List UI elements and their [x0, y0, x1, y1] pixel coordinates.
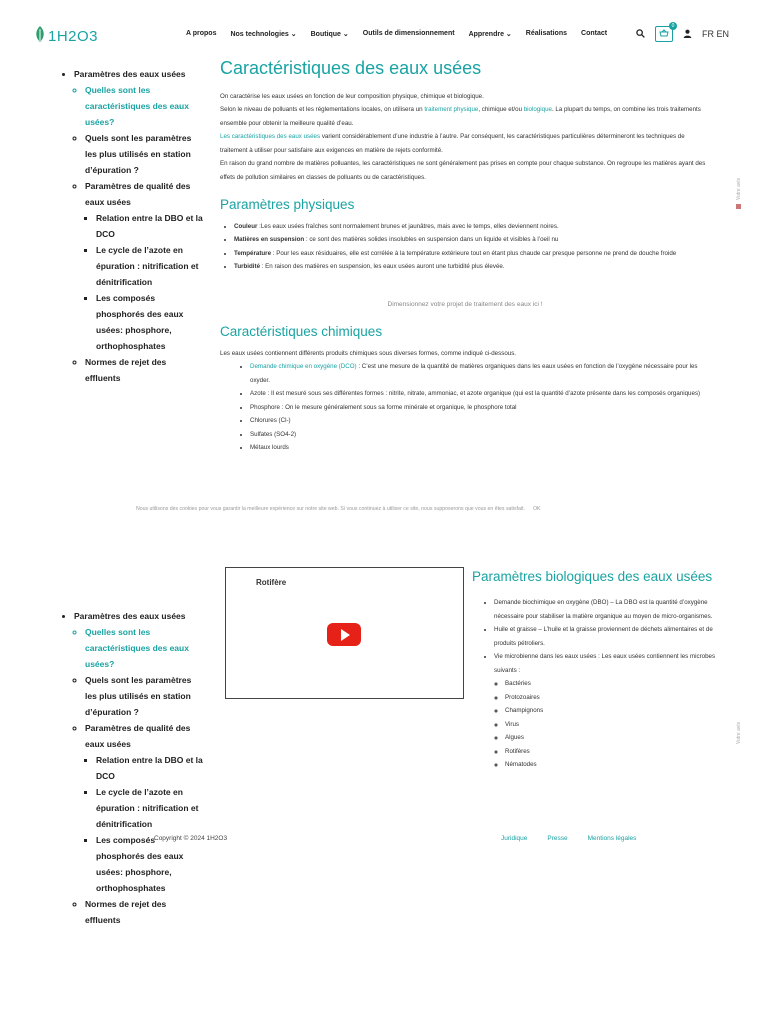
header-actions: [636, 23, 729, 42]
list-item: ◦ Bactéries: [505, 677, 717, 691]
user-icon[interactable]: [683, 29, 692, 40]
video-title: Rotifère: [256, 578, 287, 587]
list-item: ◦ Algues: [505, 731, 717, 745]
footer-link-presse[interactable]: Presse: [547, 835, 568, 842]
basket-icon: [659, 29, 669, 39]
list-item: • Demande chimique en oxygène (DCO) : C’est une mesure de la quantité de matières organiques dans les eaux usées en fonction de l’oxygène nécessaire pour les oxyder.: [250, 360, 710, 387]
physique-list: [220, 220, 710, 274]
paragraph: En raison du grand nombre de matières polluantes, les caractéristiques ne sont généralement pas prises en compte pour chaque substance. On regroupe les matières ayant des effets de pollution similaires en classes de polluants ou de caractéristiques.: [220, 160, 706, 181]
page-title: Caractéristiques des eaux usées: [220, 58, 482, 78]
paragraph: Les caractéristiques des eaux usées varient considérablement d’une industrie à l’autre. Par conséquent, les caractéristiques particulières détermineront les techniques de traitement à utiliser pour satisfaire aux exigences en matière de rejets conformité.: [220, 133, 685, 154]
sizing-callout-link[interactable]: Dimensionnez votre projet de traitement des eaux ici !: [387, 300, 543, 308]
list-item: • Sulfates (SO4-2): [250, 428, 710, 442]
list-item: • Vie microbienne dans les eaux usées : Les eaux usées contiennent les microbes suivants : ◦ Bactéries ◦ Protozoaires ◦ Champignons ◦ Virus ◦ Algues ◦ Rotifères ◦ Nématodes: [494, 650, 717, 772]
language-switcher[interactable]: FR EN: [702, 29, 729, 39]
link-dco[interactable]: Demande chimique en oxygène (DCO): [250, 363, 357, 370]
copyright: Copyright © 2024 1H2O3: [154, 835, 228, 842]
link-traitement-physique[interactable]: traitement physique: [424, 106, 479, 113]
microbes-list: [494, 677, 717, 772]
toc-item[interactable]: ▪ Les composés phosphorés des eaux usées: phosphore, orthophosphates: [96, 290, 203, 354]
toc-item[interactable]: ◦ Normes de rejet des effluents: [85, 354, 203, 386]
list-item: • Chlorures (Cl-): [250, 414, 710, 428]
feedback-label: Votre avis: [736, 722, 742, 744]
list-item: • Huile et graisse – L’huile et la graisse proviennent de déchets alimentaires et de produits pétroliers.: [494, 623, 717, 650]
chimique-list: [220, 360, 710, 455]
play-button-icon[interactable]: [327, 623, 361, 646]
toc-item-active[interactable]: ◦ Quelles sont les caractéristiques des eaux usées?: [85, 624, 203, 672]
link-biologique[interactable]: biologique: [523, 106, 552, 113]
nav-contact[interactable]: Contact: [581, 30, 608, 37]
list-item: ◦ Nématodes: [505, 758, 717, 772]
toc-item[interactable]: ◦ Quels sont les paramètres les plus utilisés en station d’épuration ?: [85, 672, 203, 720]
nav-boutique[interactable]: Boutique ⌄: [310, 31, 349, 38]
toc-item[interactable]: ▪ Le cycle de l’azote en épuration : nitrification et dénitrification: [96, 242, 203, 290]
toc-item[interactable]: ◦ Quels sont les paramètres les plus utilisés en station d’épuration ?: [85, 130, 203, 178]
list-item: • Température : Pour les eaux résiduaires, elle est corrélée à la température extérieure tout en étant plus chaude car presque personne ne prend de douche froide: [234, 247, 710, 261]
list-item: • Azote : Il est mesuré sous ses différentes formes : nitrite, nitrate, ammoniac, et azote organique (qui est la quantité d’azote présente dans les composés organiques): [250, 387, 710, 401]
toc-item[interactable]: • Paramètres des eaux usées ◦ Quelles sont les caractéristiques des eaux usées? ◦ Quels sont les paramètres les plus utilisés en station d’épuration ? ◦ Paramètres de qualité des eaux usées ▪ Relation entre la DBO et la DCO ▪ Le cycle de l’azote en épuration : nitrification et dénitrification ▪ Les composés phosphorés des eaux usées: phosphore, orthophosphates ◦ Normes de rejet des effluents: [74, 608, 203, 928]
toc-item-active[interactable]: ◦ Quelles sont les caractéristiques des eaux usées?: [85, 82, 203, 130]
paragraph: Selon le niveau de polluants et les réglementations locales, on utilisera un traitement physique, chimique et/ou biologique. La plupart du temps, on combine les trois traitements ensemble pour obtenir la meilleure qualité d’eau.: [220, 106, 701, 127]
footer-link-mentions[interactable]: Mentions légales: [587, 835, 637, 842]
list-item: • Matières en suspension : ce sont des matières solides insolubles en suspension dans un liquide et visibles à l’oeil nu: [234, 233, 710, 247]
feedback-label: Votre avis: [736, 178, 742, 200]
link-caracteristiques[interactable]: Les caractéristiques des eaux usées: [220, 133, 321, 140]
toc-item[interactable]: ◦ Paramètres de qualité des eaux usées ▪ Relation entre la DBO et la DCO ▪ Le cycle de l’azote en épuration : nitrification et dénitrification ▪ Les composés phosphorés des eaux usées: phosphore, orthophosphates: [85, 178, 203, 354]
nav-a-propos[interactable]: A propos: [186, 30, 217, 37]
list-item: • Métaux lourds: [250, 441, 710, 455]
toc-item[interactable]: ◦ Paramètres de qualité des eaux usées ▪ Relation entre la DBO et la DCO ▪ Le cycle de l’azote en épuration : nitrification et dénitrification ▪ Les composés phosphorés des eaux usées: phosphore, orthophosphates: [85, 720, 203, 896]
list-item: • Demande biochimique en oxygène (DBO) – La DBO est la quantité d’oxygène nécessaire pour stabiliser la matière organique au moyen de micro-organismes.: [494, 596, 717, 623]
feedback-tab[interactable]: [736, 178, 742, 209]
list-item: • Phosphore : On le mesure généralement sous sa forme minérale et organique, le phosphore total: [250, 401, 710, 415]
search-icon[interactable]: [636, 29, 645, 40]
cookie-text: Nous utilisons des cookies pour vous garantir la meilleure expérience sur notre site web. Si vous continuez à utiliser ce site, nous supposerons que vous en êtes satisfait.: [136, 506, 525, 512]
table-of-contents: [63, 608, 203, 928]
main-nav: [186, 30, 607, 38]
toc-item[interactable]: ▪ Les composés phosphorés des eaux usées: phosphore, orthophosphates: [96, 832, 203, 896]
footer-link-juridique[interactable]: Juridique: [501, 835, 528, 842]
toc-item[interactable]: ▪ Le cycle de l’azote en épuration : nitrification et dénitrification: [96, 784, 203, 832]
article-content: [220, 58, 710, 455]
section-heading-physique: Paramètres physiques: [220, 197, 355, 212]
feedback-tab[interactable]: [736, 722, 742, 744]
cart-button[interactable]: [655, 23, 675, 42]
site-logo[interactable]: [34, 24, 98, 48]
intro-paragraph: On caractérise les eaux usées en fonction de leur composition physique, chimique et biologique.: [220, 92, 484, 100]
nav-nos-technologies[interactable]: Nos technologies ⌄: [230, 31, 297, 38]
leaf-icon: [34, 25, 46, 48]
toc-item[interactable]: ◦ Normes de rejet des effluents: [85, 896, 203, 928]
list-item: • Couleur :Les eaux usées fraîches sont normalement brunes et jaunâtres, mais avec le temps, elles deviennent noires.: [234, 220, 710, 234]
list-item: ◦ Virus: [505, 718, 717, 732]
nav-outils[interactable]: Outils de dimensionnement: [362, 30, 455, 37]
list-item: ◦ Champignons: [505, 704, 717, 718]
bio-section: [472, 568, 717, 772]
toc-item[interactable]: ▪ Relation entre la DBO et la DCO: [96, 210, 203, 242]
nav-realisations[interactable]: Réalisations: [525, 30, 568, 37]
cookie-ok-button[interactable]: OK: [532, 506, 541, 512]
list-item: ◦ Protozoaires: [505, 691, 717, 705]
toc-item[interactable]: • Paramètres des eaux usées ◦ Quelles sont les caractéristiques des eaux usées? ◦ Quels sont les paramètres les plus utilisés en station d’épuration ? ◦ Paramètres de qualité des eaux usées ▪ Relation entre la DBO et la DCO ▪ Le cycle de l’azote en épuration : nitrification et dénitrification ▪ Les composés phosphorés des eaux usées: phosphore, orthophosphates ◦ Normes de rejet des effluents: [74, 66, 203, 386]
cookie-banner: [136, 506, 540, 512]
logo-text: 1H2O3: [48, 27, 99, 45]
flag-icon: [736, 204, 741, 209]
cart-count-badge: 0: [669, 22, 677, 30]
section-heading-chimique: Caractéristiques chimiques: [220, 324, 383, 339]
footer-links: [501, 835, 636, 842]
toc-item[interactable]: ▪ Relation entre la DBO et la DCO: [96, 752, 203, 784]
video-embed[interactable]: [225, 567, 464, 699]
bio-list: [472, 596, 717, 772]
section-heading-biologique: Paramètres biologiques des eaux usées: [472, 569, 713, 584]
list-item: ◦ Rotifères: [505, 745, 717, 759]
list-item: • Turbidité : En raison des matières en suspension, les eaux usées auront une turbidité plus élevée.: [234, 260, 710, 274]
nav-apprendre[interactable]: Apprendre ⌄: [468, 31, 512, 38]
paragraph: Les eaux usées contiennent différents produits chimiques sous diverses formes, comme indiqué ci-dessous.: [220, 349, 517, 357]
table-of-contents: [63, 66, 203, 386]
